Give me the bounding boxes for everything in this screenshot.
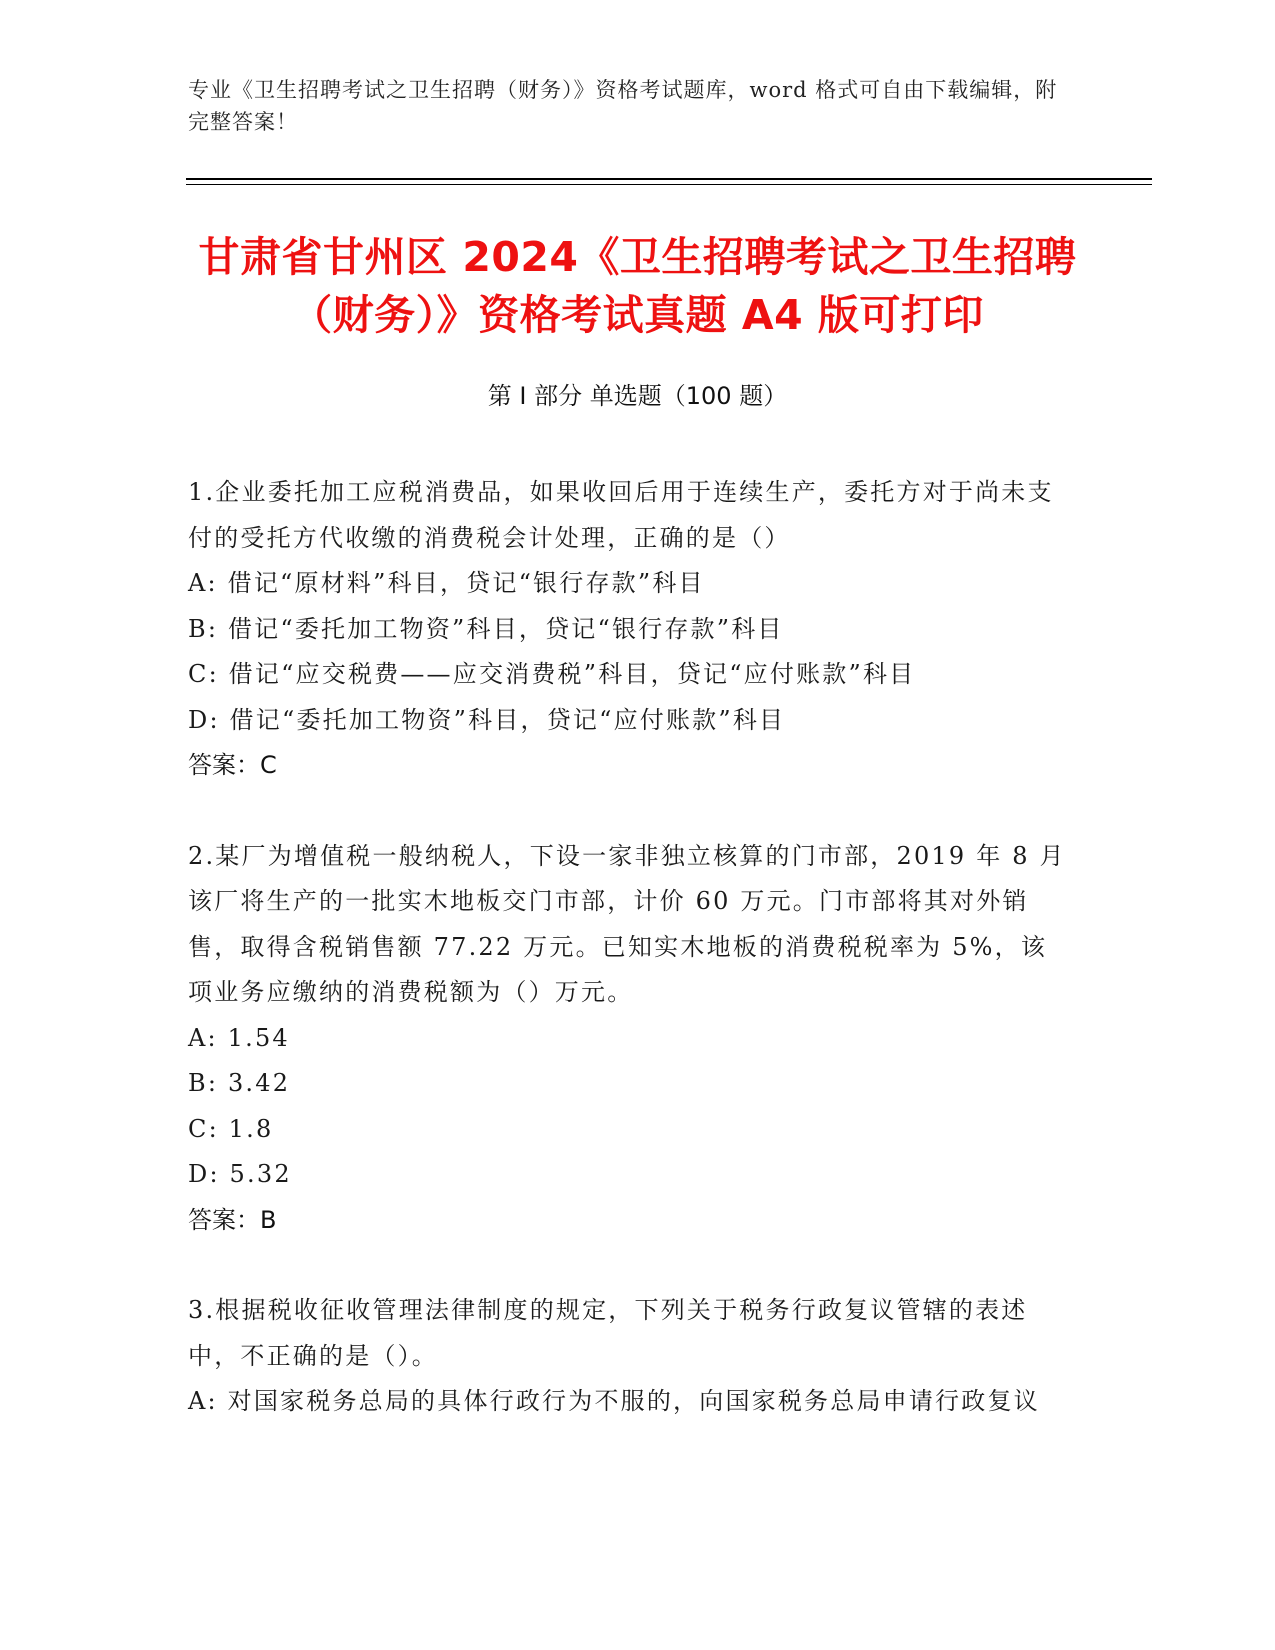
option-b: B: 3.42	[188, 1069, 291, 1097]
question-stem: 3.根据税收征收管理法律制度的规定，下列关于税务行政复议管辖的表述中，不正确的是（）。	[188, 1296, 1028, 1370]
answer-label: 答案：C	[188, 751, 277, 779]
option-c: C: 借记“应交税费——应交消费税”科目，贷记“应付账款”科目	[188, 660, 916, 688]
question-item-3	[188, 1288, 1068, 1425]
question-item-1	[188, 470, 1068, 789]
section-heading: 第 I 部分 单选题（100 题）	[487, 382, 788, 410]
option-d: D: 5.32	[188, 1160, 292, 1188]
option-d: D: 借记“委托加工物资”科目，贷记“应付账款”科目	[188, 705, 786, 734]
option-b: B: 借记“委托加工物资”科目，贷记“银行存款”科目	[188, 614, 784, 643]
question-stem: 1.企业委托加工应税消费品，如果收回后用于连续生产，委托方对于尚未支付的受托方代收缴的消费税会计处理，正确的是（）	[188, 478, 1054, 552]
answer-label: 答案：B	[188, 1205, 277, 1234]
option-c: C: 1.8	[188, 1114, 274, 1143]
question-item-2	[188, 834, 1068, 1244]
question-list	[188, 470, 1068, 1470]
option-a: A: 1.54	[188, 1023, 290, 1052]
header-divider-thin	[186, 184, 1152, 185]
option-a: A: 对国家税务总局的具体行政行为不服的，向国家税务总局申请行政复议	[188, 1387, 1040, 1415]
option-a: A: 借记“原材料”科目，贷记“银行存款”科目	[188, 569, 705, 597]
header-divider-thick	[186, 178, 1152, 180]
question-stem: 2.某厂为增值税一般纳税人，下设一家非独立核算的门市部，2019 年 8 月该厂将生产的一批实木地板交门市部，计价 60 万元。门市部将其对外销售，取得含税销售额 77.22 万元。已知实木地板的消费税税率为 5%，该项业务应缴纳的消费税额为（）万元。	[188, 841, 1066, 1006]
header-note: 专业《卫生招聘考试之卫生招聘（财务）》资格考试题库，word 格式可自由下载编辑，附完整答案！	[188, 78, 1058, 134]
document-title: 甘肃省甘州区 2024《卫生招聘考试之卫生招聘（财务）》资格考试真题 A4 版可打印	[198, 233, 1077, 339]
